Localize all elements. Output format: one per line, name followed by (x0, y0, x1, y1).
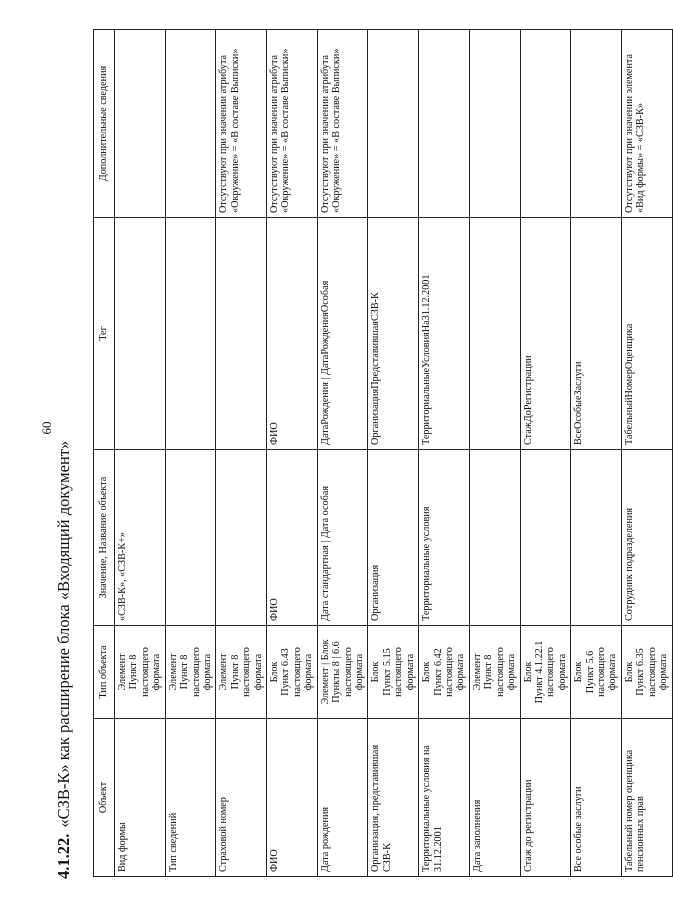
additional-info-cell (165, 30, 216, 218)
additional-info-cell: Отсутствуют при значении атрибута «Окружение» = «В составе Выписки» (267, 30, 318, 218)
tag-cell: ТерриториальныеУсловияНа31.12.2001 (419, 218, 470, 450)
additional-info-cell: Отсутствуют при значении атрибута «Окружение» = «В составе Выписки» (216, 30, 267, 218)
column-header-tag: Тег (94, 218, 115, 450)
object-type-cell: Блок Пункт 6.42 настоящего формата (419, 626, 470, 719)
object-type-cell: Элемент Пункт 8 настоящего формата (469, 626, 520, 719)
column-header-object-type: Тип объекта (94, 626, 115, 719)
table-row (115, 30, 166, 877)
value-name-cell: Дата стандартная | Дата особая (317, 450, 368, 626)
tag-cell: ТабельныйНомерОценщика (621, 218, 672, 450)
tag-cell (165, 218, 216, 450)
tag-cell: СтажДоРегистрации (520, 218, 571, 450)
object-cell: Табельный номер оценщика пенсионных прав (621, 719, 672, 877)
object-cell: ФИО (267, 719, 318, 877)
table-row (267, 30, 318, 877)
additional-info-cell (419, 30, 470, 218)
additional-info-cell: Отсутствуют при значении элемента «Вид формы» = «СЗВ-К» (621, 30, 672, 218)
additional-info-cell (469, 30, 520, 218)
value-name-cell: Организация (368, 450, 419, 626)
object-type-cell: Элемент | Блок Пункты 8 | 6.6 настоящего формата (317, 626, 368, 719)
object-type-cell: Блок Пункт 4.1.22.1 настоящего формата (520, 626, 571, 719)
additional-info-cell (571, 30, 622, 218)
section-heading (54, 441, 74, 879)
object-type-cell: Элемент Пункт 8 настоящего формата (165, 626, 216, 719)
table-body (115, 30, 673, 877)
section-number: 4.1.22. (54, 833, 73, 879)
table-row (216, 30, 267, 877)
object-cell: Все особые заслуги (571, 719, 622, 877)
tag-cell: ОрганизацияПредставившаяСЗВ-К (368, 218, 419, 450)
tag-cell: ФИО (267, 218, 318, 450)
page-number: 60 (39, 421, 54, 435)
table-row (520, 30, 571, 877)
additional-info-cell (520, 30, 571, 218)
object-type-cell: Блок Пункт 5.15 настоящего формата (368, 626, 419, 719)
value-name-cell (571, 450, 622, 626)
object-cell: Вид формы (115, 719, 166, 877)
value-name-cell (520, 450, 571, 626)
object-cell: Территориальные условия на 31.12.2001 (419, 719, 470, 877)
table-row (571, 30, 622, 877)
value-name-cell: Территориальные условия (419, 450, 470, 626)
table-row (368, 30, 419, 877)
table-row (317, 30, 368, 877)
additional-info-cell (115, 30, 166, 218)
table-row (469, 30, 520, 877)
tag-cell (115, 218, 166, 450)
object-cell: Стаж до регистрации (520, 719, 571, 877)
value-name-cell (216, 450, 267, 626)
additional-info-cell: Отсутствуют при значении атрибута «Окружение» = «В составе Выписки» (317, 30, 368, 218)
object-type-cell: Блок Пункт 6.43 настоящего формата (267, 626, 318, 719)
object-cell: Страховой номер (216, 719, 267, 877)
column-header-additional-info: Дополнительные сведения (94, 30, 115, 218)
table-header-row (94, 30, 115, 877)
object-type-cell: Элемент Пункт 8 настоящего формата (115, 626, 166, 719)
section-title: «СЗВ-К» как расширение блока «Входящий документ» (54, 440, 73, 828)
tag-cell: ДатаРождения | ДатаРожденияОсобая (317, 218, 368, 450)
object-type-cell: Элемент Пункт 8 настоящего формата (216, 626, 267, 719)
tag-cell (469, 218, 520, 450)
tag-cell: ВсеОсобыеЗаслуги (571, 218, 622, 450)
value-name-cell: Сотрудник подразделения (621, 450, 672, 626)
value-name-cell: ФИО (267, 450, 318, 626)
value-name-cell (469, 450, 520, 626)
object-type-cell: Блок Пункт 6.35 настоящего формата (621, 626, 672, 719)
value-name-cell (165, 450, 216, 626)
object-cell: Дата рождения (317, 719, 368, 877)
object-cell: Тип сведений (165, 719, 216, 877)
table-row (419, 30, 470, 877)
column-header-object: Объект (94, 719, 115, 877)
table-row (165, 30, 216, 877)
object-cell: Организация, представившая СЗВ-К (368, 719, 419, 877)
object-type-cell: Блок Пункт 5.6 настоящего формата (571, 626, 622, 719)
table-row (621, 30, 672, 877)
objects-table (93, 29, 673, 877)
column-header-value-name: Значение, Название объекта (94, 450, 115, 626)
tag-cell (216, 218, 267, 450)
object-cell: Дата заполнения (469, 719, 520, 877)
value-name-cell: «СЗВ-К», «СЗВ-К+» (115, 450, 166, 626)
additional-info-cell (368, 30, 419, 218)
